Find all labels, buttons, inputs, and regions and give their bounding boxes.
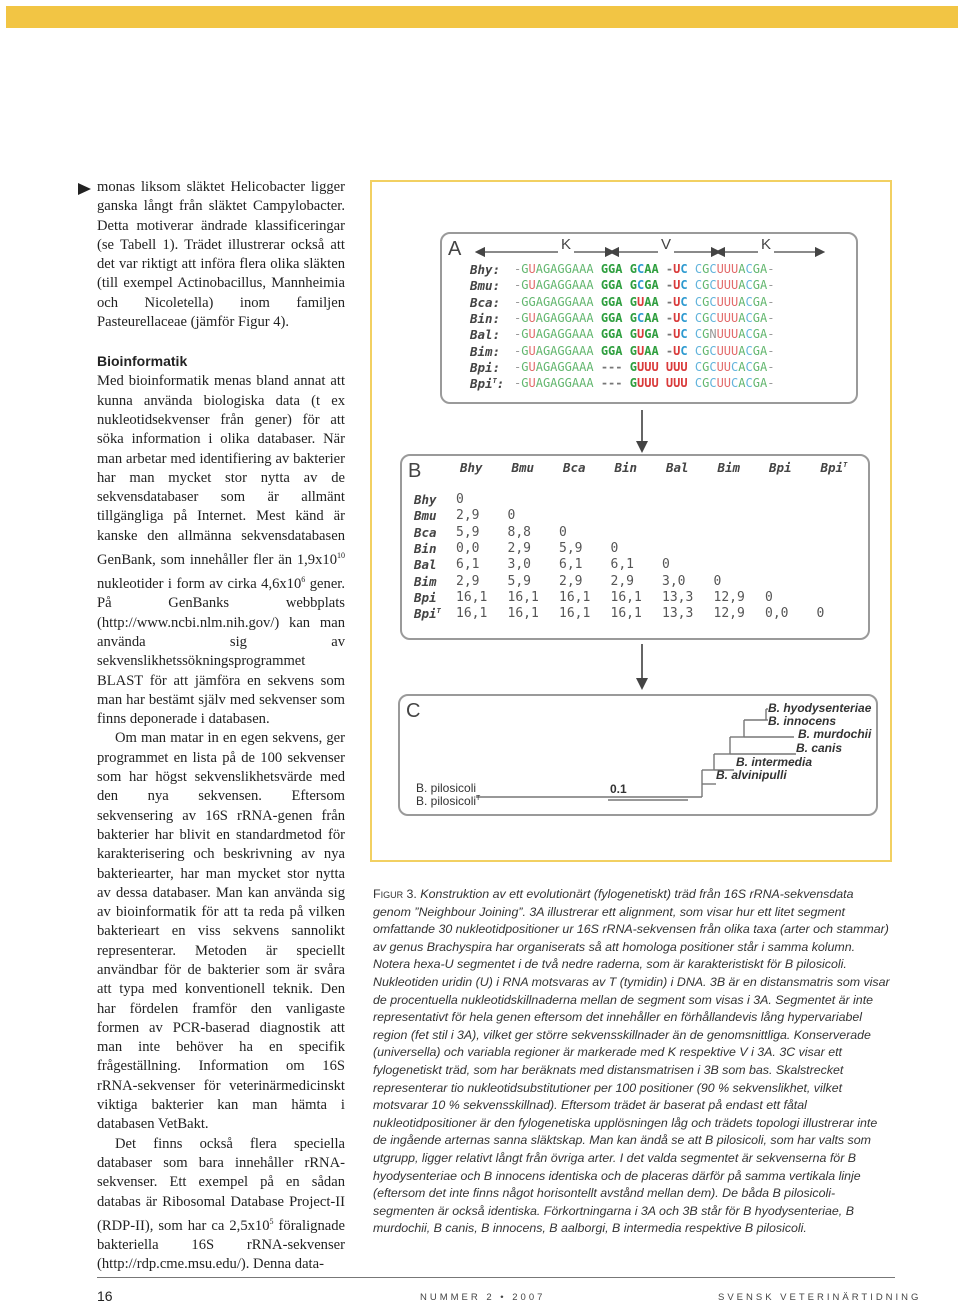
journal-name: SVENSK VETERINÄRTIDNING: [718, 1292, 922, 1303]
matrix-col-header: Bpi$^T$: [820, 460, 848, 475]
matrix-cell: 0: [456, 492, 464, 507]
matrix-cell: 13,3: [662, 606, 694, 622]
matrix-row-header: Bhy: [414, 492, 437, 507]
panel-b-label: B: [408, 460, 422, 482]
matrix-cell: 2,9: [456, 508, 480, 524]
matrix-cell: 13,3: [662, 589, 694, 605]
matrix-cell: 5,9: [559, 540, 583, 556]
panel-c-label: C: [406, 700, 421, 722]
matrix-cell: 16,1: [507, 589, 539, 605]
matrix-row-header: Bim: [414, 573, 437, 589]
alignment-taxon: Bmu:: [470, 278, 501, 294]
matrix-cell: 5,9: [507, 573, 531, 589]
matrix-cell: 3,0: [662, 573, 686, 589]
matrix-row-header: Bpi: [414, 589, 437, 605]
alignment-taxon: Bpi:: [470, 359, 501, 375]
matrix-col-header: Bin: [614, 460, 638, 475]
matrix-cell: 2,9: [559, 573, 583, 589]
matrix-col-header: Bmu: [511, 460, 535, 475]
matrix-cell: 16,1: [559, 606, 591, 622]
alignment-taxon: Bca:: [470, 294, 501, 310]
figure-caption: [373, 886, 893, 1238]
matrix-cell: 0: [610, 540, 619, 556]
matrix-row-header: Bmu: [414, 508, 437, 524]
matrix-cell: 8,8: [507, 524, 531, 540]
matrix-cell: 2,9: [507, 540, 531, 556]
matrix-cell: 16,1: [610, 589, 642, 605]
page-number: 16: [97, 1288, 113, 1304]
matrix-cell: 6,1: [456, 557, 480, 573]
alignment-sequence: -GGAGAGGAAA GGA GUAA -UC CGCUUUACGA-: [514, 294, 775, 309]
matrix-col-header: Bim: [717, 460, 741, 475]
panel-a-label: A: [448, 238, 462, 260]
matrix-col-header: Bpi: [769, 460, 792, 475]
matrix-cell: 0,0: [456, 540, 480, 556]
paragraph-bioinformatik: Med bioinformatik menas bland annat att kunna använda biologiska data (t ex nukleotidsekvenser från gener) för att söka information i olika databaser. När man arbetar med identifiering av bakterier har man mycket stor nytta av de sekvensdatabaser som är allmänt tillgängliga på Internet. Mest känd är kanske den allmänna sekvensdatabasen GenBank, som innehåller fler än $1,9x10^{10}$ nukleotider i form av cirka $4,6x10^6$ gener. På GenBanks webbplats (http://www.ncbi.nlm.nih.gov/) kan man använda sig av sekvenslikhetssökningsprogrammet BLAST för att jämföra en sekvens som man har bestämt själv med sekvenser som finns deponerade i databasen.: [97, 373, 345, 728]
section-heading: Bioinformatik: [97, 353, 188, 370]
leaf-intermedia: B. intermedia: [736, 755, 813, 769]
matrix-cell: 16,1: [507, 606, 539, 622]
issue-label: NUMMER 2 • 2007: [420, 1292, 546, 1303]
matrix-row-header: Bca: [414, 524, 437, 540]
alignment-taxon: Bin:: [470, 310, 501, 326]
leaf-alvinipulli: B. alvinipulli: [716, 768, 787, 782]
alignment-taxon: Bal:: [470, 327, 501, 343]
matrix-cell: 0: [507, 508, 516, 524]
matrix-col-header: Bal: [666, 460, 689, 475]
leaf-innocens: B. innocens: [768, 714, 837, 728]
matrix-row-header: Bin: [414, 540, 437, 556]
alignment-sequence: -GUAGAGGAAA GGA GCAA -UC CGCUUUACGA-: [514, 310, 775, 325]
caption-text: Konstruktion av ett evolutionärt (fylogenetiskt) träd från 16S rRNA-sekvensdata genom ”Neighbour Joining”. 3A illustrerar ett alignment, som visar hur ett litet segment omfattande 30 nukleotidpositioner ur 16S rRNA-sekvensen från olika taxa (arter och stammar) av genus Brachyspira har organiserats så att homologa positioner står i samma kolumn. Notera hexa-U segmentet i de två nedre raderna, som är karakteristiskt för B pilosicoli. Nukleotiden uridin (U) i RNA motsvaras av T (tymidin) i DNA. 3B är en distansmatris som visar de procentuella nukleotidskillnaderna mellan de segment som visas i 3A. Segmentet är inte representativt för hela genen eftersom det innehåller en förhållandevis lång hypervariabel region (fet stil i 3A), vilket ger större sekvensskillnader än de genomsnittliga. Konserverade (universella) och variabla regioner är markerade med K respektive V i 3A. 3C visar ett fylogenetiskt träd, som har beräknats med distansmatrisen i 3B som bas. Skalstrecket representerar tio nukleotidsubstitutioner per 100 positioner (90 % sekvenslikhet, vilket motsvarar 10 % sekvensskillnad). Eftersom trädet är baserat på endast ett fåtal nukleotidpositioner är den fylogenetiska upplösningen låg och trädets topologi illustrerar inte de ingående arternas sanna släktskap. Man kan ändå se att B pilosicoli, som har valts som utgrupp, ligger relativt långt från övriga arter. I det valda segmentet är sekvenserna för B hyodysenteriae och B innocens identiska och de placeras därför på samma vertikala linje (eftersom det inte finns något horisontellt avstånd mellan dem). De båda B pilosicoli-segmenten är också identiska. Förkortningarna i 3A och 3B står för B hyodysenteriae, B murdochii, B canis, B innocens, B aalborgi, B intermedia respektive B pilosicoli.: [373, 887, 890, 1236]
matrix-row-header: Bpi$^T$: [414, 606, 441, 622]
region-label-v: V: [658, 236, 674, 253]
alignment-sequence: -GUAGAGGAAA --- GUUU UUU CGCUUCACGA-: [514, 376, 775, 391]
paragraph-intro: monas liksom släktet Helicobacter ligger ganska långt från släktet Campylobacter. Detta motiverar ändrade klassificeringar (se Tabell 1). Trädet illustrerar också att det var riktigt att införa flera olika släkten (till exempel Actinobacillus, Mannheimia och Nicoletella) inom familjen Pasteurellaceae (jämför Figur 4).: [97, 179, 345, 331]
footer-divider: [97, 1277, 895, 1278]
matrix-cell: 16,1: [456, 589, 488, 605]
matrix-cell: 0: [713, 573, 722, 589]
header-accent-bar: [6, 6, 958, 28]
leaf-canis: B. canis: [796, 741, 843, 755]
matrix-col-header: Bca: [563, 460, 586, 475]
matrix-cell: 0: [662, 557, 670, 573]
continuation-arrow-icon: [78, 183, 91, 195]
leaf-pilosicoli: B. pilosicoli: [416, 781, 477, 795]
matrix-cell: 0: [765, 589, 773, 605]
caption-lead: Figur 3.: [373, 887, 417, 901]
region-label-k2: K: [758, 236, 774, 253]
phylogenetic-tree: [372, 182, 890, 862]
paragraph-databases: Det finns också flera speciella databaser som bara innehåller rRNA-sekvenser. Ett exempel på en sådan databas är Ribosomal Database Project-II (RDP-II), som har ca $2,5x10^5$ föralignade bakteriella 16S rRNA-sekvenser (http://rdp.cme.msu.edu/). Denna data-: [97, 1135, 345, 1273]
body-column: [97, 178, 345, 1275]
alignment-taxon: Bhy:: [470, 262, 501, 277]
matrix-cell: 3,0: [507, 557, 531, 573]
matrix-cell: 12,9: [713, 589, 745, 605]
matrix-cell: 16,1: [456, 606, 488, 622]
alignment-taxon: Bim:: [470, 343, 501, 359]
matrix-cell: 16,1: [610, 606, 642, 622]
paragraph-blast: Om man matar in en egen sekvens, ger programmet en lista på de 100 sekvenser som har högst sekvenslikhetsvärde med den nya sekvensen. Eftersom sekvensering av 16S rRNA-genen från bakterier har blivit en standardmetod för karakterisering och beskrivning av nya bakteriearter, har man mycket stor nytta av dessa databaser. Man kan använda sig av bioinformatik för att ta reda på vilken bakterieart en viss sekvens sannolikt representerar. Metoden är speciellt användbar för de bakterier som är svåra att typa med konventionell teknik. Den har fördelen framför den vanligaste formen av PCR-baserad diagnostik att man inte behöver ha en specifik frågeställning. Information om 16S rRNA-sekvenser för veterinärmedicinskt viktiga bakterier kan man hämta i databasen VetBakt.: [97, 730, 345, 1133]
matrix-cell: 2,9: [610, 573, 634, 589]
matrix-col-header: Bhy: [460, 460, 483, 475]
matrix-cell: 12,9: [713, 606, 745, 622]
matrix-cell: 6,1: [610, 557, 634, 573]
alignment-taxon: Bpi$^T$:: [470, 376, 505, 392]
matrix-cell: 6,1: [559, 557, 583, 573]
leaf-murdochii: B. murdochii: [798, 727, 872, 741]
matrix-cell: 16,1: [559, 589, 591, 605]
matrix-row-header: Bal: [414, 557, 437, 573]
matrix-cell: 5,9: [456, 524, 480, 540]
matrix-cell: 2,9: [456, 573, 480, 589]
alignment-sequence: -GUAGAGGAAA GGA GUGA -UC CGNUUUACGA-: [514, 327, 775, 342]
matrix-cell: 0: [559, 524, 567, 540]
scale-bar-label: 0.1: [610, 782, 627, 796]
alignment-sequence: -GUAGAGGAAA GGA GUAA -UC CGCUUUACGA-: [514, 343, 775, 358]
alignment-sequence: -GUAGAGGAAA GGA GCAA -UC CGCUUUACGA-: [514, 262, 775, 276]
leaf-pilosicoli-type: B. pilosicoli$^T$: [416, 794, 481, 808]
alignment-sequence: -GUAGAGGAAA GGA GCGA -UC CGCUUUACGA-: [514, 278, 775, 293]
region-label-k1: K: [558, 236, 574, 253]
matrix-cell: 0: [816, 606, 825, 622]
matrix-cell: 0,0: [765, 606, 789, 622]
figure-3: [370, 180, 892, 862]
alignment-sequence: -GUAGAGGAAA --- GUUU UUU CGCUUCACGA-: [514, 359, 775, 374]
leaf-hyodysenteriae: B. hyodysenteriae: [768, 701, 872, 715]
